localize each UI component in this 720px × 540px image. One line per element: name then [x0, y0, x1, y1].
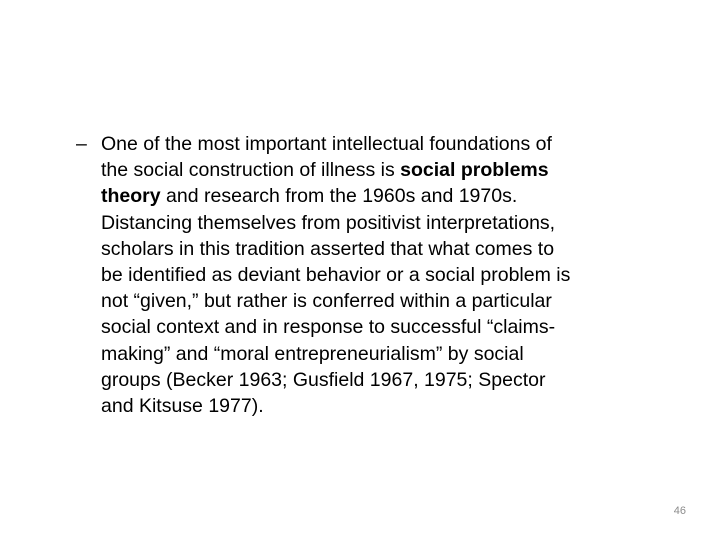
text-line [101, 288, 696, 314]
text-segment: One of the most important intellectual foundations of [101, 133, 552, 155]
text-line [101, 341, 696, 367]
text-line [101, 157, 696, 183]
bullet-paragraph [101, 131, 696, 419]
bold-term: theory [101, 185, 161, 208]
text-line [101, 236, 696, 262]
text-segment: groups (Becker 1963; Gusfield 1967, 1975; Spector [101, 368, 546, 391]
text-line [101, 210, 696, 236]
page-number: 46 [673, 505, 686, 517]
text-segment: the social construction of illness is [101, 159, 401, 182]
text-line [101, 183, 696, 209]
text-line [101, 131, 696, 157]
text-segment: social context and in response to successful “claims- [101, 316, 556, 339]
text-segment: not “given,” but rather is conferred within a particular [101, 290, 552, 313]
text-segment: making” and “moral entrepreneurialism” by social [101, 342, 524, 365]
text-segment: and research from the 1960s and 1970s. [160, 185, 518, 208]
text-line [101, 262, 696, 288]
text-segment: Distancing themselves from positivist interpretations, [101, 211, 556, 234]
bullet-dash: – [76, 133, 87, 155]
text-line [101, 393, 696, 419]
text-line [101, 314, 696, 340]
text-segment: and Kitsuse 1977). [101, 395, 264, 418]
bullet-item [76, 131, 696, 419]
bold-term: social problems [400, 159, 549, 182]
text-segment: be identified as deviant behavior or a social problem is [101, 264, 571, 287]
text-segment: scholars in this tradition asserted that what comes to [101, 237, 555, 260]
text-line [101, 367, 696, 393]
